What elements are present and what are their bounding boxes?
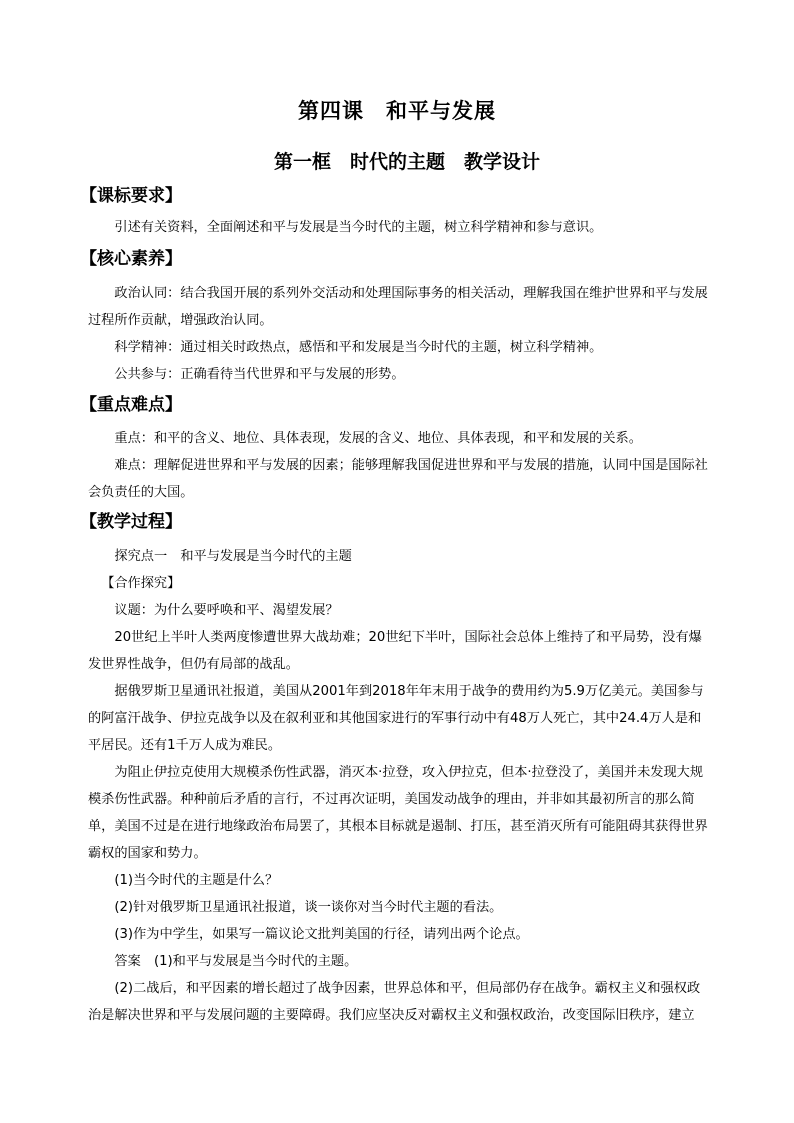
question-3: (3)作为中学生，如果写一篇议论文批判美国的行径，请列出两个论点。 <box>114 927 529 942</box>
zhongdian-paragraph-1: 重点：和平的含义、地位、具体表现，发展的含义、地位、具体表现，和平和发展的关系。 <box>114 431 642 446</box>
heading-suyang: 【核心素养】 <box>80 249 182 269</box>
answer-2: (2)二战后，和平因素的增长超过了战争因素，世界总体和平，但局部仍存在战争。霸权主义和强权政治是解决世界和平与发展问题的主要障碍。我们应坚决反对霸权主义和强权政治，改变国际旧秩序，建立 <box>88 981 701 1023</box>
heading-zhongdian: 【重点难点】 <box>80 395 182 415</box>
kebiao-paragraph: 引述有关资料，全面阐述和平与发展是当今时代的主题，树立科学精神和参与意识。 <box>114 220 603 235</box>
explore-point-1: 探究点一 和平与发展是当今时代的主题 <box>114 549 352 564</box>
suyang-paragraph-1: 政治认同：结合我国开展的系列外交活动和处理国际事务的相关活动，理解我国在维护世界和平与发展过程所作贡献，增强政治认同。 <box>88 286 708 328</box>
material-paragraph-1: 20世纪上半叶人类两度惨遭世界大战劫难；20世纪下半叶，国际社会总体上维持了和平局势，没有爆发世界性战争，但仍有局部的战乱。 <box>88 630 702 672</box>
material-paragraph-2: 据俄罗斯卫星通讯社报道，美国从2001年到2018年年末用于战争的费用约为5.9万亿美元。美国参与的阿富汗战争、伊拉克战争以及在叙利亚和其他国家进行的军事行动中有48万人死亡，其中24.4万人是和平居民。还有1千万人成为难民。 <box>88 684 704 753</box>
question-2: (2)针对俄罗斯卫星通讯社报道，谈一谈你对当今时代主题的看法。 <box>114 900 503 915</box>
cooperative-explore-label: 【合作探究】 <box>101 576 181 591</box>
heading-kebiao: 【课标要求】 <box>80 186 182 206</box>
material-paragraph-3: 为阻止伊拉克使用大规模杀伤性武器，消灭本·拉登，攻入伊拉克，但本·拉登没了，美国并未发现大规模杀伤性武器。种种前后矛盾的言行，不过再次证明，美国发动战争的理由，并非如其最初所言的那么简单，美国不过是在进行地缘政治布局罢了，其根本目标就是遏制、打压，甚至消灭所有可能阻碍其获得世界霸权的国家和势力。 <box>88 765 708 861</box>
zhongdian-paragraph-2: 难点：理解促进世界和平与发展的因素；能够理解我国促进世界和平与发展的措施，认同中国是国际社会负责任的大国。 <box>88 458 708 500</box>
heading-guocheng: 【教学过程】 <box>80 512 182 532</box>
question-1: (1)当今时代的主题是什么？ <box>114 873 279 888</box>
answer-1: 答案 (1)和平与发展是当今时代的主题。 <box>114 954 358 969</box>
page-subtitle: 第一框 时代的主题 教学设计 <box>273 151 540 173</box>
suyang-paragraph-2: 科学精神：通过相关时政热点，感悟和平和发展是当今时代的主题，树立科学精神。 <box>114 340 603 355</box>
issue-question: 议题：为什么要呼唤和平、渴望发展？ <box>114 603 339 618</box>
suyang-paragraph-3: 公共参与：正确看待当代世界和平与发展的形势。 <box>114 367 405 382</box>
page-title: 第四课 和平与发展 <box>298 99 496 123</box>
